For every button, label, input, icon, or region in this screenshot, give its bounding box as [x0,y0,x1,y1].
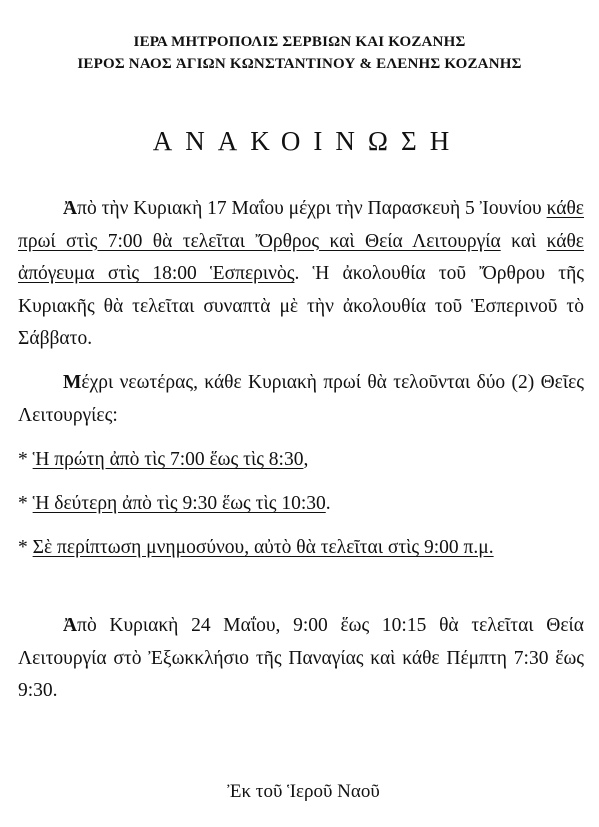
list-item-1-bullet: * [18,449,33,470]
paragraph-2-text: έχρι νεωτέρας, κάθε Κυριακὴ πρωί θὰ τελοῦνται δύο (2) Θεῖες Λειτουργίες: [18,372,584,426]
paragraph-1-initial: Ἀ [63,198,78,219]
paragraph-1-text-b: καὶ [500,230,547,252]
signature-line: Ἐκ τοῦ Ἱεροῦ Ναοῦ [227,781,380,802]
paragraph-1-underline-a: κάθε πρωί στὶς 7:00 θὰ τελεῖται Ὄρθρος καὶ Θεία Λειτουργία [18,198,584,252]
list-item-1-text: Ἡ πρώτη ἀπὸ τὶς 7:00 ἕως τὶς 8:30 [32,449,304,470]
paragraph-1-text-c: . Ἡ ἀκολουθία τοῦ Ὄρθρου τῆς Κυριακῆς θὰ τελεῖται συναπτὰ μὲ τὴν ἀκολουθία τοῦ Ἑσπερινοῦ τὸ Σάββατο. [18,263,584,349]
list-item-3-bullet: * [18,537,33,558]
header-line-2: ΙΕΡΟΣ ΝΑΟΣ ἉΓΙΩΝ ΚΩΝΣΤΑΝΤΙΝΟΥ & ΕΛΕΝΗΣ ΚΟΖΑΝΗΣ [77,56,522,72]
paragraph-3 [18,610,584,708]
list-item-1-tail: , [303,449,309,470]
paragraph-2 [18,367,584,432]
list-item-2-text: Ἡ δεύτερη ἀπὸ τὶς 9:30 ἕως τὶς 10:30 [32,493,326,514]
paragraph-3-initial: Ἀ [63,615,78,636]
list-item-3 [18,532,584,565]
list-item-2-tail: . [325,493,331,514]
document-title: ΑΝΑΚΟΙΝΩΣΗ [152,126,463,156]
paragraph-3-text: πὸ Κυριακὴ 24 Μαΐου, 9:00 ἕως 10:15 θὰ τελεῖται Θεία Λειτουργία στὸ Ἐξωκκλήσιο τῆς Παναγίας καὶ κάθε Πέμπτη 7:30 ἕως 9:30. [18,615,584,701]
paragraph-1-underline-b: κάθε ἀπόγευμα στὶς 18:00 Ἑσπερινὸς [18,230,584,284]
paragraph-1-text-a: πὸ τὴν Κυριακὴ 17 Μαΐου μέχρι τὴν Παρασκευὴ 5 Ἰουνίου [77,198,547,219]
list-item-3-text: Σὲ περίπτωση μνημοσύνου, αὐτὸ θὰ τελεῖται στὶς 9:00 π.μ. [32,537,494,558]
paragraph-2-initial: Μ [63,372,82,393]
header-line-1: ΙΕΡΑ ΜΗΤΡΟΠΟΛΙΣ ΣΕΡΒΙΩΝ ΚΑΙ ΚΟΖΑΝΗΣ [133,34,466,50]
paragraph-1 [18,193,584,356]
list-item-1 [18,444,584,477]
list-item-2 [18,488,584,521]
list-item-2-bullet: * [18,493,33,514]
